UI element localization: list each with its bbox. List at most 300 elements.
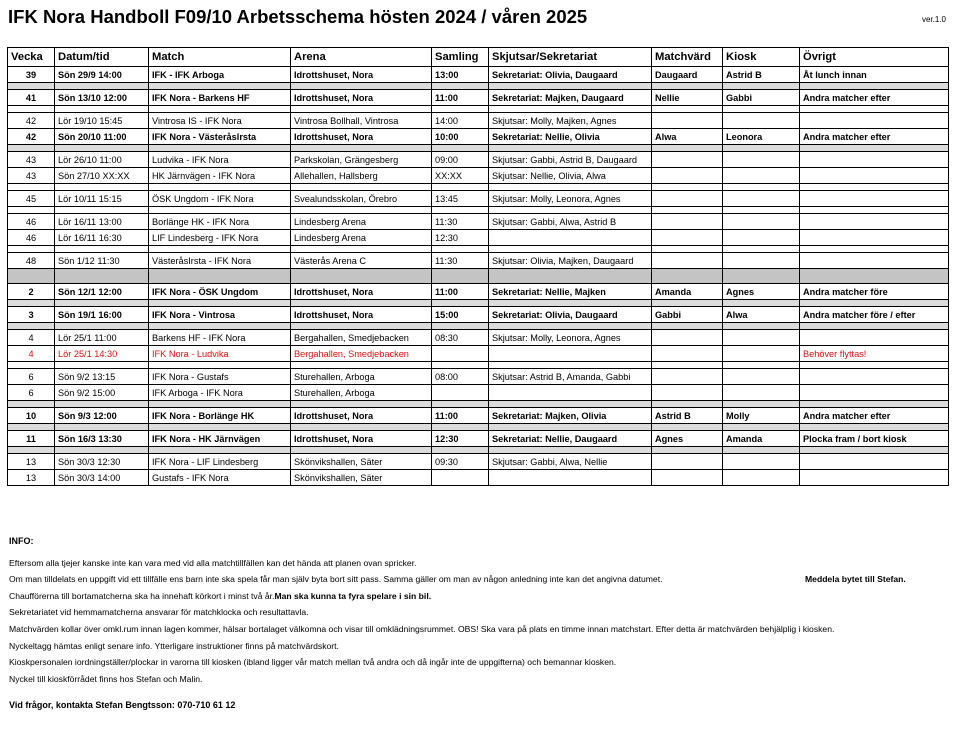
- table-row: [8, 129, 949, 145]
- cell-date: Sön 13/10 12:00: [55, 90, 149, 106]
- separator-cell: [652, 145, 723, 152]
- cell-host: [652, 346, 723, 362]
- cell-week: 11: [8, 431, 55, 447]
- info-line: [9, 638, 949, 655]
- cell-match: IFK Nora - Borlänge HK: [149, 408, 291, 424]
- column-header: Arena: [291, 48, 432, 67]
- cell-host: [652, 369, 723, 385]
- cell-drivers: Skjutsar: Nellie, Olivia, Alwa: [489, 168, 652, 184]
- cell-other: [800, 168, 949, 184]
- table-row: [8, 168, 949, 184]
- cell-arena: Bergahallen, Smedjebacken: [291, 330, 432, 346]
- cell-kiosk: Alwa: [723, 307, 800, 323]
- column-header: Datum/tid: [55, 48, 149, 67]
- cell-match: IFK Nora - HK Järnvägen: [149, 431, 291, 447]
- separator-cell: [8, 362, 55, 369]
- cell-match: HK Järnvägen - IFK Nora: [149, 168, 291, 184]
- cell-match: IFK Nora - Gustafs: [149, 369, 291, 385]
- separator-cell: [149, 362, 291, 369]
- version-label: ver.1.0: [921, 15, 946, 24]
- cell-drivers: Sekretariat: Majken, Olivia: [489, 408, 652, 424]
- cell-week: 10: [8, 408, 55, 424]
- cell-match: Vintrosa IS - IFK Nora: [149, 113, 291, 129]
- table-row: [8, 214, 949, 230]
- cell-match: IFK - IFK Arboga: [149, 67, 291, 83]
- separator-cell: [723, 362, 800, 369]
- cell-gathering: 13:00: [432, 67, 489, 83]
- cell-other: Andra matcher före: [800, 284, 949, 300]
- separator-cell: [800, 401, 949, 408]
- separator-cell: [432, 83, 489, 90]
- cell-drivers: Skjutsar: Gabbi, Alwa, Astrid B: [489, 214, 652, 230]
- cell-drivers: Skjutsar: Gabbi, Alwa, Nellie: [489, 454, 652, 470]
- separator-cell: [149, 269, 291, 284]
- cell-host: Astrid B: [652, 408, 723, 424]
- separator-cell: [800, 447, 949, 454]
- separator-cell: [432, 323, 489, 330]
- cell-gathering: 12:30: [432, 230, 489, 246]
- separator-row: [8, 106, 949, 113]
- separator-cell: [55, 300, 149, 307]
- info-line: [9, 571, 949, 588]
- cell-kiosk: [723, 214, 800, 230]
- cell-arena: Idrottshuset, Nora: [291, 284, 432, 300]
- cell-week: 6: [8, 385, 55, 401]
- cell-host: [652, 470, 723, 486]
- cell-kiosk: [723, 369, 800, 385]
- info-heading: INFO:: [9, 536, 34, 546]
- separator-cell: [652, 83, 723, 90]
- separator-cell: [432, 184, 489, 191]
- separator-cell: [55, 323, 149, 330]
- separator-cell: [55, 269, 149, 284]
- table-row: [8, 253, 949, 269]
- schedule-table: [7, 47, 949, 486]
- separator-cell: [291, 362, 432, 369]
- separator-cell: [652, 106, 723, 113]
- separator-row: [8, 447, 949, 454]
- cell-match: IFK Nora - Vintrosa: [149, 307, 291, 323]
- separator-cell: [291, 207, 432, 214]
- column-header: Kiosk: [723, 48, 800, 67]
- cell-week: 13: [8, 470, 55, 486]
- cell-match: Borlänge HK - IFK Nora: [149, 214, 291, 230]
- cell-host: [652, 168, 723, 184]
- table-row: [8, 284, 949, 300]
- cell-drivers: [489, 346, 652, 362]
- separator-row: [8, 246, 949, 253]
- separator-cell: [723, 184, 800, 191]
- cell-date: Lör 10/11 15:15: [55, 191, 149, 207]
- cell-match: Barkens HF - IFK Nora: [149, 330, 291, 346]
- cell-host: Nellie: [652, 90, 723, 106]
- cell-arena: Lindesberg Arena: [291, 214, 432, 230]
- cell-date: Lör 26/10 11:00: [55, 152, 149, 168]
- separator-cell: [652, 447, 723, 454]
- cell-drivers: Sekretariat: Nellie, Olivia: [489, 129, 652, 145]
- cell-week: 2: [8, 284, 55, 300]
- separator-cell: [652, 362, 723, 369]
- separator-row: [8, 145, 949, 152]
- cell-gathering: 14:00: [432, 113, 489, 129]
- cell-match: VästeråsIrsta - IFK Nora: [149, 253, 291, 269]
- separator-cell: [723, 207, 800, 214]
- separator-cell: [652, 300, 723, 307]
- cell-kiosk: Astrid B: [723, 67, 800, 83]
- separator-cell: [8, 145, 55, 152]
- contact-line: Vid frågor, kontakta Stefan Bengtsson: 070-710 61 12: [9, 700, 236, 711]
- separator-cell: [8, 106, 55, 113]
- table-row: [8, 470, 949, 486]
- separator-cell: [723, 145, 800, 152]
- separator-cell: [8, 184, 55, 191]
- cell-arena: Västerås Arena C: [291, 253, 432, 269]
- separator-cell: [55, 362, 149, 369]
- separator-cell: [432, 447, 489, 454]
- separator-cell: [291, 300, 432, 307]
- cell-drivers: Sekretariat: Nellie, Majken: [489, 284, 652, 300]
- separator-row: [8, 300, 949, 307]
- cell-other: [800, 454, 949, 470]
- separator-cell: [149, 106, 291, 113]
- separator-cell: [149, 207, 291, 214]
- cell-other: Åt lunch innan: [800, 67, 949, 83]
- separator-cell: [8, 323, 55, 330]
- separator-cell: [800, 269, 949, 284]
- separator-cell: [149, 184, 291, 191]
- cell-arena: Allehallen, Hallsberg: [291, 168, 432, 184]
- separator-cell: [800, 246, 949, 253]
- separator-cell: [149, 401, 291, 408]
- separator-cell: [723, 106, 800, 113]
- cell-drivers: Sekretariat: Majken, Daugaard: [489, 90, 652, 106]
- cell-date: Sön 30/3 14:00: [55, 470, 149, 486]
- cell-kiosk: Leonora: [723, 129, 800, 145]
- column-header: Matchvärd: [652, 48, 723, 67]
- separator-row: [8, 207, 949, 214]
- cell-other: Andra matcher efter: [800, 90, 949, 106]
- column-header: Vecka: [8, 48, 55, 67]
- cell-date: Sön 9/2 15:00: [55, 385, 149, 401]
- table-row: [8, 408, 949, 424]
- separator-cell: [723, 246, 800, 253]
- separator-cell: [489, 300, 652, 307]
- cell-match: IFK Nora - Ludvika: [149, 346, 291, 362]
- separator-cell: [55, 184, 149, 191]
- separator-cell: [800, 184, 949, 191]
- separator-cell: [723, 323, 800, 330]
- cell-kiosk: Amanda: [723, 431, 800, 447]
- cell-date: Sön 9/2 13:15: [55, 369, 149, 385]
- cell-gathering: XX:XX: [432, 168, 489, 184]
- cell-arena: Lindesberg Arena: [291, 230, 432, 246]
- separator-cell: [55, 83, 149, 90]
- separator-cell: [149, 83, 291, 90]
- cell-kiosk: [723, 191, 800, 207]
- cell-kiosk: [723, 454, 800, 470]
- cell-date: Sön 9/3 12:00: [55, 408, 149, 424]
- cell-week: 43: [8, 168, 55, 184]
- separator-cell: [149, 145, 291, 152]
- cell-week: 46: [8, 230, 55, 246]
- cell-date: Lör 19/10 15:45: [55, 113, 149, 129]
- separator-row: [8, 424, 949, 431]
- cell-drivers: [489, 385, 652, 401]
- separator-row: [8, 184, 949, 191]
- cell-gathering: 13:45: [432, 191, 489, 207]
- cell-arena: Sturehallen, Arboga: [291, 385, 432, 401]
- separator-cell: [652, 269, 723, 284]
- separator-cell: [800, 300, 949, 307]
- cell-match: Gustafs - IFK Nora: [149, 470, 291, 486]
- cell-match: IFK Nora - Barkens HF: [149, 90, 291, 106]
- column-header: Skjutsar/Sekretariat: [489, 48, 652, 67]
- separator-cell: [8, 447, 55, 454]
- cell-date: Lör 16/11 16:30: [55, 230, 149, 246]
- separator-cell: [800, 207, 949, 214]
- separator-cell: [800, 83, 949, 90]
- cell-match: IFK Nora - Västeråslrsta: [149, 129, 291, 145]
- separator-cell: [723, 83, 800, 90]
- cell-other: Andra matcher före / efter: [800, 307, 949, 323]
- cell-other: [800, 385, 949, 401]
- cell-kiosk: [723, 253, 800, 269]
- cell-gathering: 10:00: [432, 129, 489, 145]
- cell-week: 6: [8, 369, 55, 385]
- separator-cell: [149, 424, 291, 431]
- column-header: Match: [149, 48, 291, 67]
- separator-cell: [800, 323, 949, 330]
- separator-cell: [149, 323, 291, 330]
- cell-other: [800, 470, 949, 486]
- cell-gathering: 11:00: [432, 90, 489, 106]
- cell-arena: Idrottshuset, Nora: [291, 67, 432, 83]
- separator-cell: [8, 246, 55, 253]
- cell-arena: Idrottshuset, Nora: [291, 408, 432, 424]
- cell-gathering: 11:00: [432, 284, 489, 300]
- cell-arena: Skönvikshallen, Säter: [291, 470, 432, 486]
- cell-host: Gabbi: [652, 307, 723, 323]
- info-line: [9, 654, 949, 671]
- cell-other: Andra matcher efter: [800, 129, 949, 145]
- separator-cell: [291, 145, 432, 152]
- cell-other: [800, 369, 949, 385]
- cell-kiosk: [723, 168, 800, 184]
- separator-cell: [432, 300, 489, 307]
- separator-cell: [432, 145, 489, 152]
- info-text: Eftersom alla tjejer kanske inte kan vara med vid alla matchtillfällen kan det hända att planen ovan spricker.: [9, 557, 417, 568]
- cell-other: Andra matcher efter: [800, 408, 949, 424]
- separator-cell: [723, 401, 800, 408]
- cell-date: Sön 29/9 14:00: [55, 67, 149, 83]
- separator-cell: [432, 401, 489, 408]
- info-bold-text: Man ska kunna ta fyra spelare i sin bil.: [274, 590, 432, 601]
- separator-cell: [800, 362, 949, 369]
- cell-date: Sön 19/1 16:00: [55, 307, 149, 323]
- cell-host: [652, 454, 723, 470]
- cell-arena: Idrottshuset, Nora: [291, 431, 432, 447]
- separator-cell: [489, 207, 652, 214]
- cell-week: 39: [8, 67, 55, 83]
- separator-row: [8, 401, 949, 408]
- cell-gathering: [432, 346, 489, 362]
- cell-host: Daugaard: [652, 67, 723, 83]
- cell-gathering: 15:00: [432, 307, 489, 323]
- separator-cell: [291, 323, 432, 330]
- separator-cell: [800, 424, 949, 431]
- cell-gathering: 11:30: [432, 253, 489, 269]
- info-text: Nyckeltagg hämtas enligt senare info. Ytterligare instruktioner finns på matchvärdskort.: [9, 640, 339, 651]
- table-row: [8, 346, 949, 362]
- cell-host: [652, 330, 723, 346]
- cell-gathering: 12:30: [432, 431, 489, 447]
- cell-drivers: Skjutsar: Gabbi, Astrid B, Daugaard: [489, 152, 652, 168]
- separator-cell: [55, 145, 149, 152]
- table-row: [8, 67, 949, 83]
- separator-cell: [723, 269, 800, 284]
- separator-cell: [489, 246, 652, 253]
- cell-drivers: Skjutsar: Olivia, Majken, Daugaard: [489, 253, 652, 269]
- cell-other: [800, 214, 949, 230]
- cell-arena: Svealundsskolan, Örebro: [291, 191, 432, 207]
- separator-cell: [432, 269, 489, 284]
- info-line: [9, 621, 949, 638]
- cell-arena: Idrottshuset, Nora: [291, 90, 432, 106]
- cell-week: 45: [8, 191, 55, 207]
- separator-cell: [291, 184, 432, 191]
- separator-cell: [149, 300, 291, 307]
- cell-drivers: Sekretariat: Olivia, Daugaard: [489, 67, 652, 83]
- cell-host: [652, 230, 723, 246]
- separator-cell: [55, 447, 149, 454]
- cell-arena: Vintrosa Bollhall, Vintrosa: [291, 113, 432, 129]
- separator-cell: [489, 184, 652, 191]
- table-row: [8, 113, 949, 129]
- separator-cell: [652, 323, 723, 330]
- cell-gathering: 09:00: [432, 152, 489, 168]
- cell-week: 41: [8, 90, 55, 106]
- page-title: IFK Nora Handboll F09/10 Arbetsschema hösten 2024 / våren 2025: [8, 6, 588, 27]
- cell-gathering: [432, 385, 489, 401]
- cell-week: 48: [8, 253, 55, 269]
- cell-arena: Sturehallen, Arboga: [291, 369, 432, 385]
- cell-drivers: Sekretariat: Nellie, Daugaard: [489, 431, 652, 447]
- cell-week: 4: [8, 330, 55, 346]
- separator-cell: [489, 83, 652, 90]
- separator-row: [8, 323, 949, 330]
- info-line: [9, 588, 949, 605]
- cell-drivers: Skjutsar: Molly, Leonora, Agnes: [489, 191, 652, 207]
- info-text: Matchvärden kollar över omkl.rum innan lagen kommer, hälsar bortalaget välkomna och visar till omklädningsrummet. OBS! Ska vara på plats en timme innan matchstart. Efter detta är matchvärden behjälplig i kiosken.: [9, 623, 835, 634]
- separator-cell: [489, 447, 652, 454]
- cell-host: [652, 152, 723, 168]
- cell-match: Ludvika - IFK Nora: [149, 152, 291, 168]
- table-row: [8, 307, 949, 323]
- separator-cell: [652, 207, 723, 214]
- cell-date: Sön 20/10 11:00: [55, 129, 149, 145]
- cell-host: Agnes: [652, 431, 723, 447]
- cell-date: Lör 25/1 11:00: [55, 330, 149, 346]
- separator-cell: [800, 145, 949, 152]
- separator-cell: [291, 83, 432, 90]
- cell-gathering: 08:00: [432, 369, 489, 385]
- separator-cell: [55, 106, 149, 113]
- separator-cell: [652, 246, 723, 253]
- cell-host: [652, 113, 723, 129]
- cell-arena: Bergahallen, Smedjebacken: [291, 346, 432, 362]
- info-text: Kioskpersonalen iordningställer/plockar in varorna till kiosken (ibland ligger vår match mellan två andra och då ingår inte de uppgifterna) och bemannar kiosken.: [9, 657, 617, 668]
- cell-match: IFK Nora - ÖSK Ungdom: [149, 284, 291, 300]
- separator-cell: [55, 207, 149, 214]
- separator-cell: [652, 424, 723, 431]
- separator-row: [8, 362, 949, 369]
- info-line: [9, 604, 949, 621]
- info-text: Chaufförerna till bortamatcherna ska ha innehaft körkort i minst två år.: [9, 590, 275, 601]
- separator-cell: [55, 401, 149, 408]
- cell-kiosk: [723, 385, 800, 401]
- cell-drivers: Skjutsar: Molly, Majken, Agnes: [489, 113, 652, 129]
- cell-week: 13: [8, 454, 55, 470]
- cell-week: 3: [8, 307, 55, 323]
- cell-match: ÖSK Ungdom - IFK Nora: [149, 191, 291, 207]
- cell-host: [652, 214, 723, 230]
- separator-cell: [291, 424, 432, 431]
- separator-cell: [723, 424, 800, 431]
- cell-other: [800, 152, 949, 168]
- separator-cell: [652, 401, 723, 408]
- info-section: [9, 533, 949, 714]
- cell-kiosk: Molly: [723, 408, 800, 424]
- column-header: Samling: [432, 48, 489, 67]
- cell-other: Behöver flyttas!: [800, 346, 949, 362]
- table-row: [8, 90, 949, 106]
- cell-kiosk: [723, 113, 800, 129]
- cell-week: 4: [8, 346, 55, 362]
- cell-gathering: 08:30: [432, 330, 489, 346]
- cell-host: Alwa: [652, 129, 723, 145]
- cell-date: Sön 12/1 12:00: [55, 284, 149, 300]
- cell-kiosk: [723, 230, 800, 246]
- cell-date: Sön 16/3 13:30: [55, 431, 149, 447]
- cell-gathering: 11:00: [432, 408, 489, 424]
- separator-cell: [432, 106, 489, 113]
- table-row: [8, 230, 949, 246]
- table-row: [8, 191, 949, 207]
- cell-drivers: [489, 470, 652, 486]
- cell-date: Sön 1/12 11:30: [55, 253, 149, 269]
- table-row: [8, 330, 949, 346]
- separator-cell: [291, 246, 432, 253]
- info-text: Nyckel till kioskförrådet finns hos Stefan och Malin.: [9, 673, 203, 684]
- separator-cell: [723, 447, 800, 454]
- cell-arena: Idrottshuset, Nora: [291, 129, 432, 145]
- separator-cell: [8, 269, 55, 284]
- info-note: Meddela bytet till Stefan.: [805, 574, 906, 585]
- separator-cell: [8, 401, 55, 408]
- separator-cell: [723, 300, 800, 307]
- cell-kiosk: Gabbi: [723, 90, 800, 106]
- cell-kiosk: Agnes: [723, 284, 800, 300]
- cell-host: [652, 253, 723, 269]
- cell-match: LIF Lindesberg - IFK Nora: [149, 230, 291, 246]
- separator-cell: [432, 246, 489, 253]
- table-row: [8, 369, 949, 385]
- cell-other: Plocka fram / bort kiosk: [800, 431, 949, 447]
- cell-week: 42: [8, 129, 55, 145]
- separator-cell: [291, 269, 432, 284]
- separator-cell: [8, 424, 55, 431]
- separator-cell: [489, 401, 652, 408]
